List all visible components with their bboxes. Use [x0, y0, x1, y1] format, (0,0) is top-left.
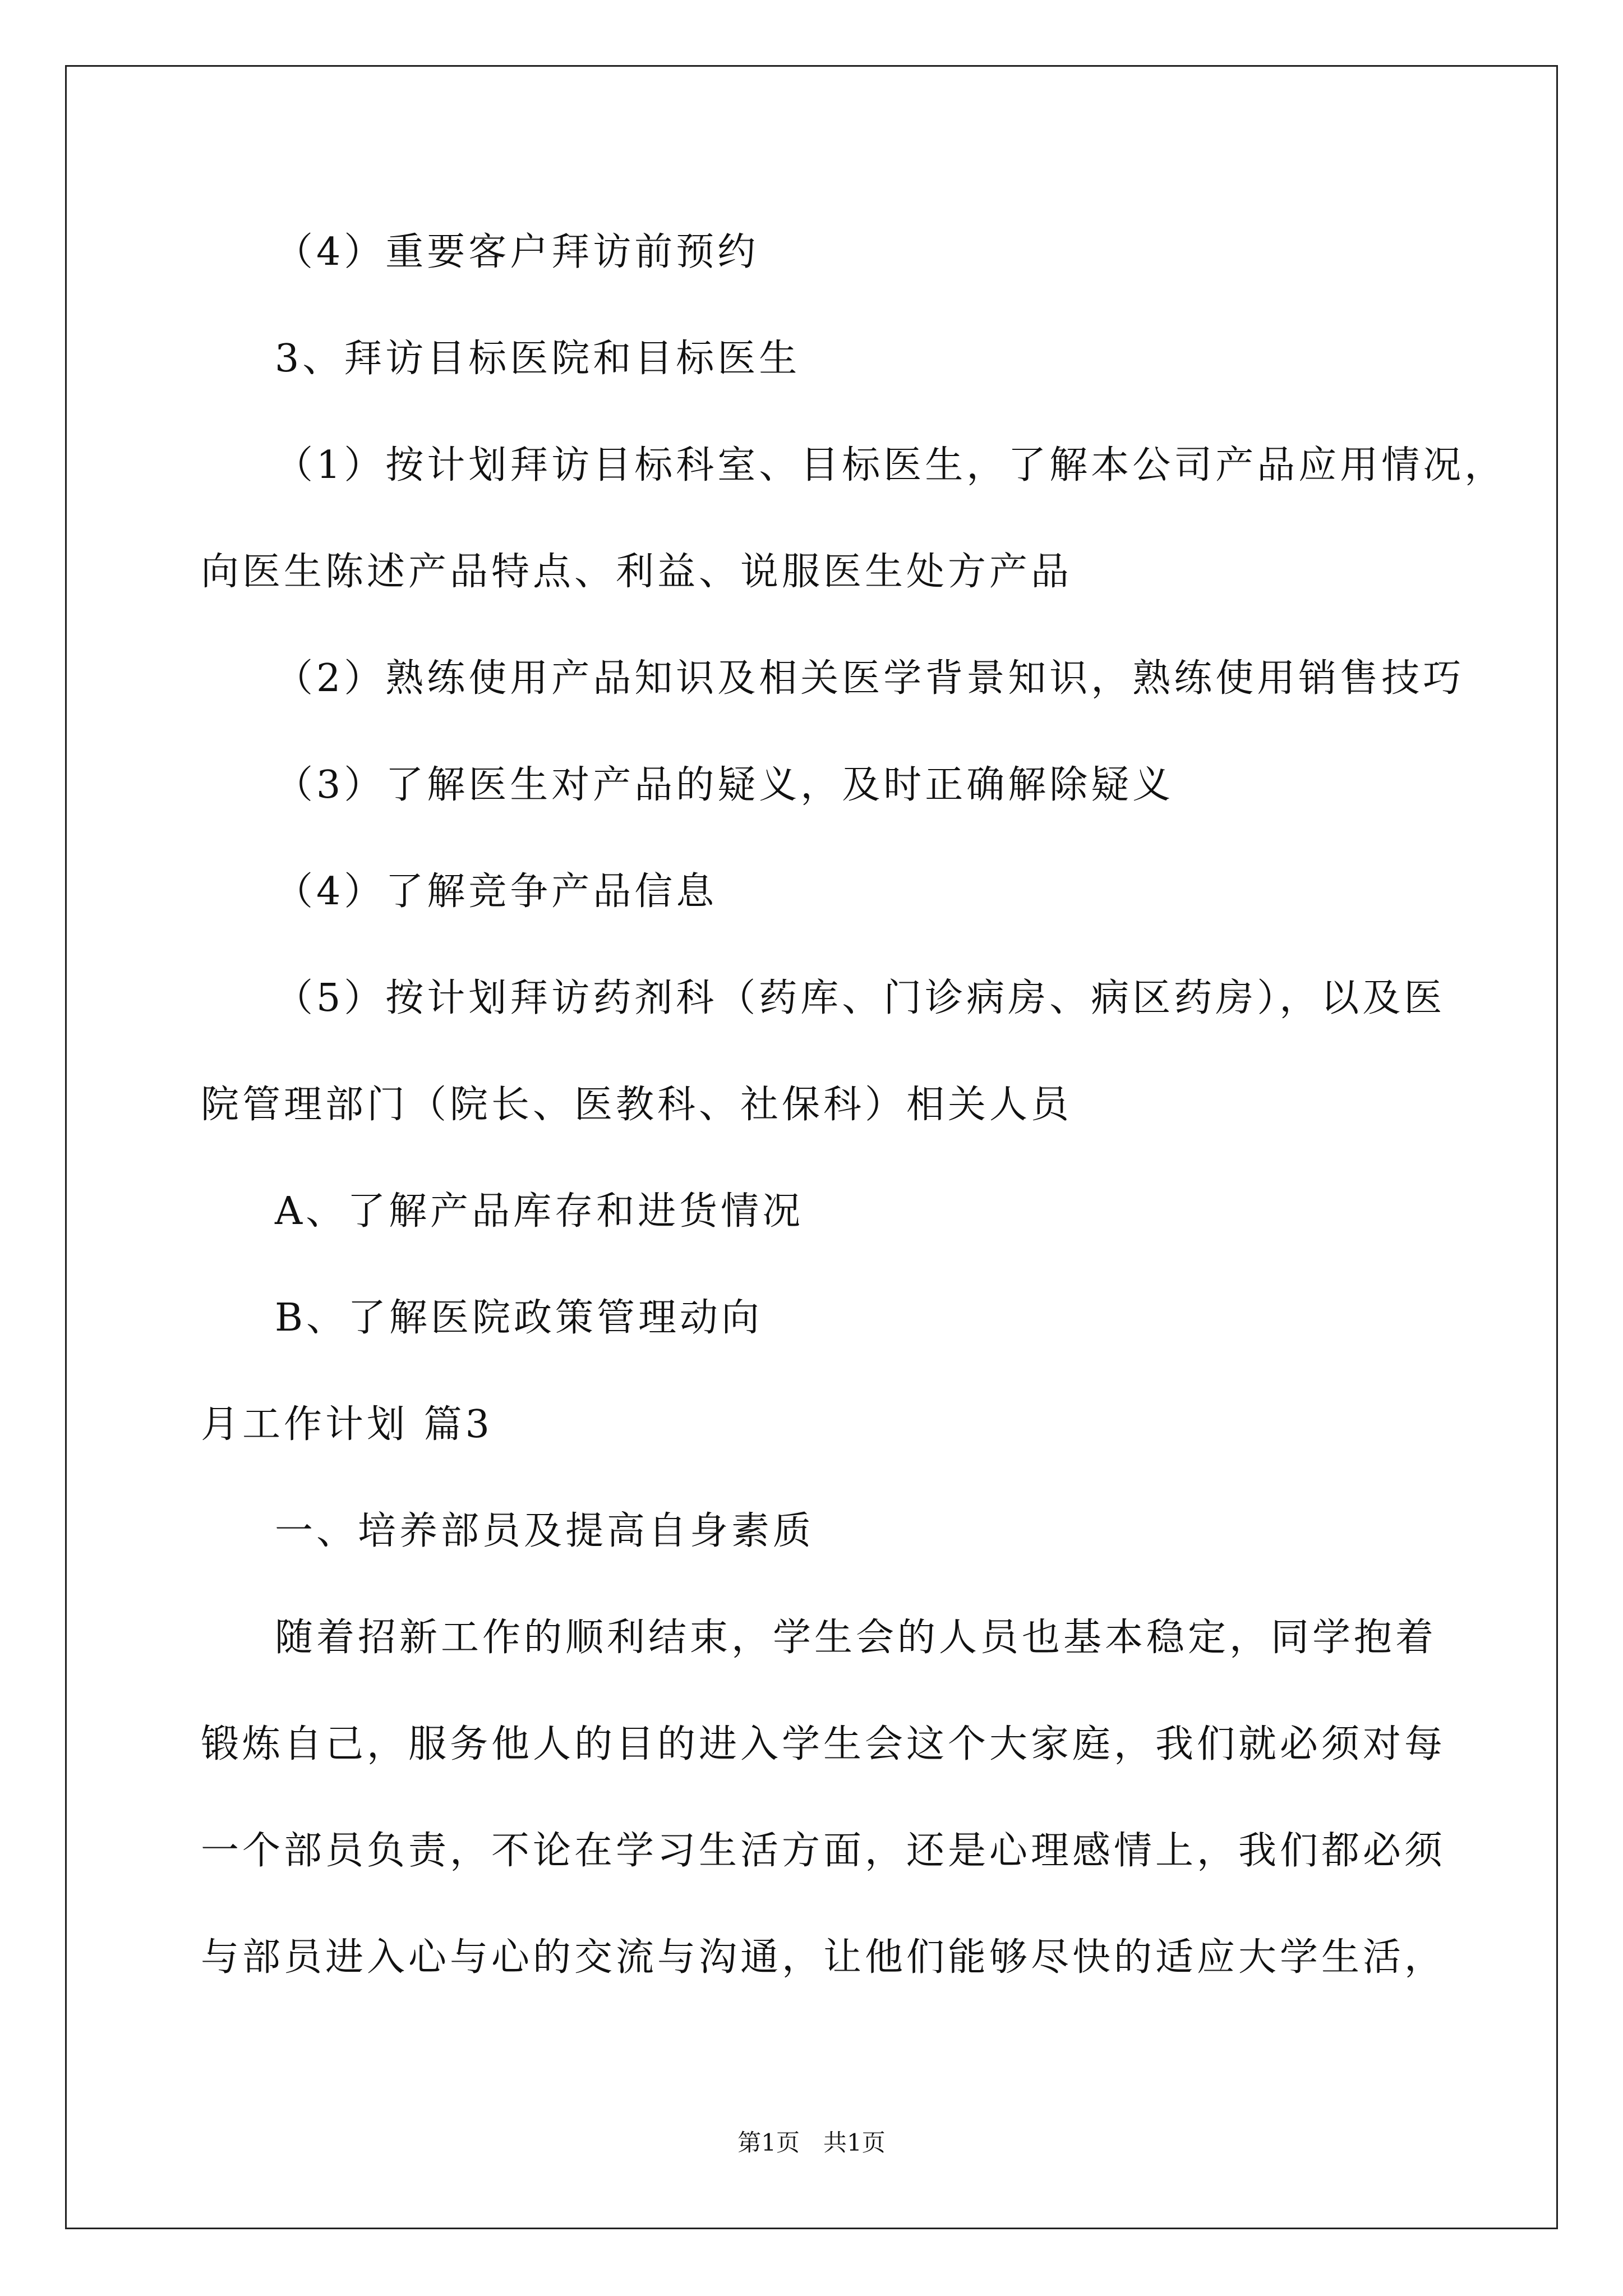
paragraph-line: （1）按计划拜访目标科室、目标医生，了解本公司产品应用情况，	[275, 443, 1506, 487]
paragraph-line: 随着招新工作的顺利结束，学生会的人员也基本稳定，同学抱着	[275, 1616, 1437, 1660]
page-number-footer: 第1页 共1页	[737, 2129, 886, 2156]
paragraph-line: 与部员进入心与心的交流与沟通，让他们能够尽快的适应大学生活，	[201, 1935, 1446, 1980]
paragraph-line: 向医生陈述产品特点、利益、说服医生处方产品	[201, 550, 1073, 594]
paragraph-line: 院管理部门（院长、医教科、社保科）相关人员	[201, 1083, 1073, 1127]
section-heading: 3、拜访目标医院和目标医生	[275, 337, 801, 381]
paragraph-line: 锻炼自己，服务他人的目的进入学生会这个大家庭，我们就必须对每	[201, 1722, 1446, 1766]
paragraph-line: （3）了解医生对产品的疑义，及时正确解除疑义	[275, 763, 1174, 807]
paragraph-line: （5）按计划拜访药剂科（药库、门诊病房、病区药房），以及医	[275, 976, 1446, 1020]
paragraph-line: （4）重要客户拜访前预约	[275, 230, 759, 274]
paragraph-line: A、了解产品库存和进货情况	[275, 1189, 804, 1234]
paragraph-line: （4）了解竞争产品信息	[275, 869, 718, 914]
paragraph-line: 一个部员负责，不论在学习生活方面，还是心理感情上，我们都必须	[201, 1829, 1446, 1873]
section-heading: 一、培养部员及提高自身素质	[275, 1509, 815, 1553]
paragraph-line: （2）熟练使用产品知识及相关医学背景知识，熟练使用销售技巧	[275, 656, 1465, 701]
document-title: 月工作计划 篇3	[201, 1402, 493, 1447]
paragraph-line: B、了解医院政策管理动向	[275, 1296, 763, 1340]
page-border	[65, 65, 1558, 2229]
